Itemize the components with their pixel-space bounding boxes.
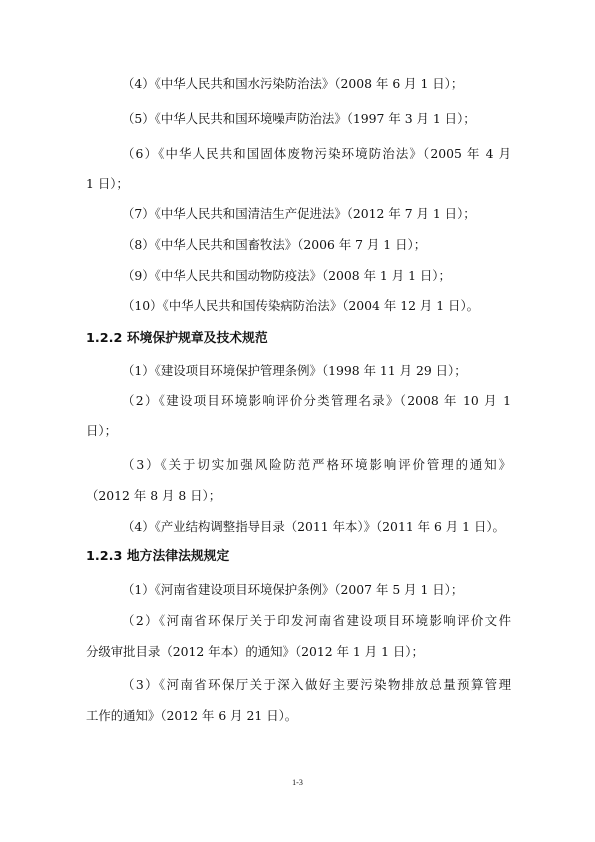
- regulation-item-3-continued: （2012 年 8 月 8 日）；: [86, 488, 222, 503]
- law-item-9: （9）《中华人民共和国动物防疫法》（2008 年 1 月 1 日）；: [122, 268, 451, 283]
- local-rule-item-2: （2）《河南省环保厅关于印发河南省建设项目环境影响评价文件: [122, 613, 511, 628]
- local-rule-item-1: （1）《河南省建设项目环境保护条例》（2007 年 5 月 1 日）；: [122, 582, 464, 597]
- law-item-8: （8）《中华人民共和国畜牧法》（2006 年 7 月 1 日）；: [122, 237, 427, 252]
- regulation-item-1: （1）《建设项目环境保护管理条例》（1998 年 11 月 29 日）；: [122, 363, 467, 378]
- law-item-10: （10）《中华人民共和国传染病防治法》（2004 年 12 月 1 日）。: [122, 298, 480, 313]
- regulation-item-4: （4）《产业结构调整指导目录（2011 年本）》（2011 年 6 月 1 日）。: [122, 519, 505, 534]
- section-heading-1-2-3: 1.2.3 地方法律法规规定: [86, 549, 230, 564]
- local-rule-item-2-continued: 分级审批目录（2012 年本）的通知》（2012 年 1 月 1 日）；: [86, 644, 424, 659]
- local-rule-item-3: （3）《河南省环保厅关于深入做好主要污染物排放总量预算管理: [122, 677, 511, 692]
- regulation-item-2-continued: 日）；: [86, 423, 117, 438]
- regulation-item-3: （3）《关于切实加强风险防范严格环境影响评价管理的通知》: [122, 457, 511, 472]
- section-heading-1-2-2: 1.2.2 环境保护规章及技术规范: [86, 331, 268, 346]
- law-item-7: （7）《中华人民共和国清洁生产促进法》（2012 年 7 月 1 日）；: [122, 206, 476, 221]
- law-item-4: （4）《中华人民共和国水污染防治法》（2008 年 6 月 1 日）；: [122, 76, 464, 91]
- law-item-6: （6）《中华人民共和国固体废物污染环境防治法》（2005 年 4 月: [122, 146, 511, 161]
- regulation-item-2: （2）《建设项目环境影响评价分类管理名录》（2008 年 10 月 1: [122, 393, 511, 408]
- law-item-5: （5）《中华人民共和国环境噪声防治法》（1997 年 3 月 1 日）；: [122, 111, 476, 126]
- page-number: 1-3: [292, 778, 303, 787]
- law-item-6-continued: 1 日）；: [86, 176, 129, 191]
- local-rule-item-3-continued: 工作的通知》（2012 年 6 月 21 日）。: [86, 708, 298, 723]
